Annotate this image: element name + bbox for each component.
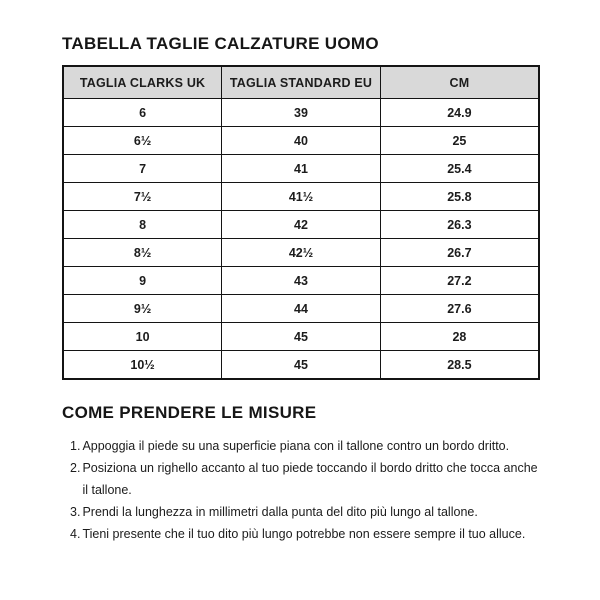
cell-uk: 6 [63, 99, 222, 127]
cell-eu: 41½ [222, 183, 381, 211]
instruction-list [70, 435, 540, 545]
cell-eu: 45 [222, 351, 381, 380]
table-row [63, 351, 539, 380]
size-table-header [63, 66, 539, 99]
cell-eu: 44 [222, 295, 381, 323]
cell-uk: 8½ [63, 239, 222, 267]
col-header-clarks-uk: TAGLIA CLARKS UK [63, 66, 222, 99]
table-header-row [63, 66, 539, 99]
cell-cm: 27.2 [380, 267, 539, 295]
cell-cm: 24.9 [380, 99, 539, 127]
table-row [63, 155, 539, 183]
col-header-cm: CM [380, 66, 539, 99]
cell-uk: 6½ [63, 127, 222, 155]
cell-cm: 25.4 [380, 155, 539, 183]
cell-eu: 39 [222, 99, 381, 127]
cell-eu: 40 [222, 127, 381, 155]
cell-eu: 42 [222, 211, 381, 239]
cell-cm: 27.6 [380, 295, 539, 323]
size-table-body [63, 99, 539, 380]
cell-uk: 9 [63, 267, 222, 295]
table-row [63, 239, 539, 267]
cell-uk: 10 [63, 323, 222, 351]
cell-uk: 10½ [63, 351, 222, 380]
cell-cm: 25.8 [380, 183, 539, 211]
instruction-step [70, 435, 540, 457]
cell-uk: 9½ [63, 295, 222, 323]
col-header-standard-eu: TAGLIA STANDARD EU [222, 66, 381, 99]
table-row [63, 267, 539, 295]
cell-uk: 7 [63, 155, 222, 183]
table-row [63, 323, 539, 351]
cell-cm: 25 [380, 127, 539, 155]
instruction-step-text: Prendi la lunghezza in millimetri dalla punta del dito più lungo al tallone. [82, 505, 478, 519]
table-row [63, 127, 539, 155]
instruction-step-text: Appoggia il piede su una superficie piana con il tallone contro un bordo dritto. [82, 439, 510, 453]
page-title: TABELLA TAGLIE CALZATURE UOMO [62, 34, 379, 53]
instruction-step-text: Tieni presente che il tuo dito più lungo potrebbe non essere sempre il tuo alluce. [82, 527, 526, 541]
cell-eu: 41 [222, 155, 381, 183]
cell-uk: 8 [63, 211, 222, 239]
table-row [63, 99, 539, 127]
cell-cm: 26.7 [380, 239, 539, 267]
instruction-step [70, 457, 540, 501]
instruction-step [70, 523, 540, 545]
cell-cm: 26.3 [380, 211, 539, 239]
table-row [63, 211, 539, 239]
cell-uk: 7½ [63, 183, 222, 211]
table-row [63, 295, 539, 323]
cell-cm: 28 [380, 323, 539, 351]
cell-eu: 42½ [222, 239, 381, 267]
table-row [63, 183, 539, 211]
section-heading-measure: COME PRENDERE LE MISURE [62, 403, 317, 422]
cell-cm: 28.5 [380, 351, 539, 380]
size-table [62, 65, 540, 380]
instruction-step [70, 501, 540, 523]
cell-eu: 43 [222, 267, 381, 295]
instruction-step-text: Posiziona un righello accanto al tuo piede toccando il bordo dritto che tocca anche il tallone. [82, 461, 538, 497]
cell-eu: 45 [222, 323, 381, 351]
